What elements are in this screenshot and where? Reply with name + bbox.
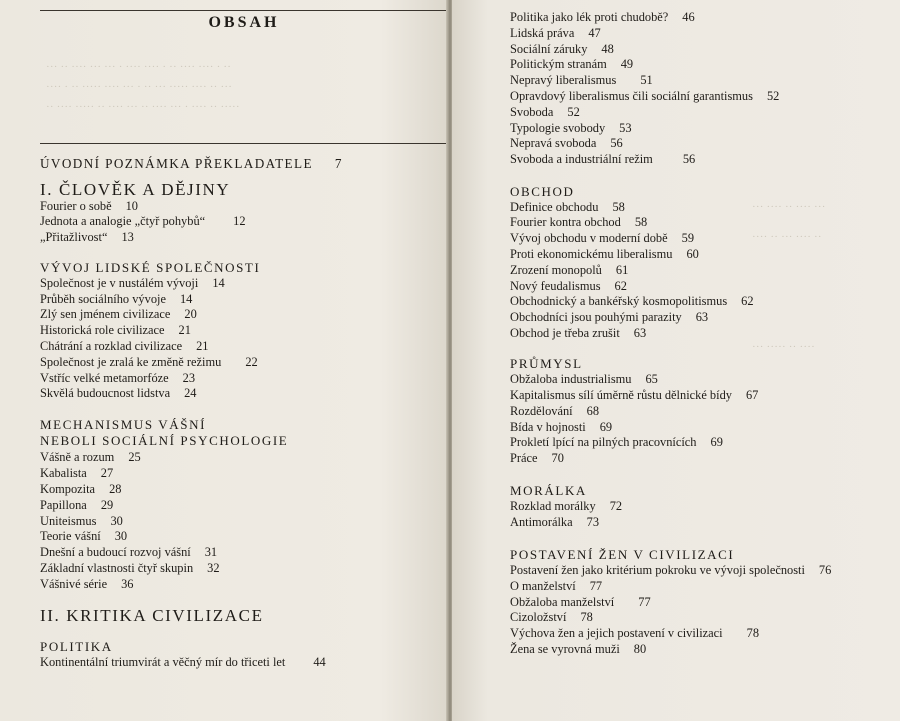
toc-label: Jednota a analogie „čtyř pohybů“ xyxy=(40,214,206,228)
left-page xyxy=(0,0,448,721)
section-heading-moralka: MORÁLKA xyxy=(510,483,587,498)
toc-entry xyxy=(510,499,622,514)
toc-entry xyxy=(510,626,759,641)
right-page xyxy=(452,0,900,721)
toc-page: 70 xyxy=(551,451,564,465)
toc-label: Dnešní a budoucí rozvoj vášní xyxy=(40,545,191,559)
toc-label: Fourier kontra obchod xyxy=(510,215,621,229)
toc-page: 20 xyxy=(184,307,197,321)
toc-page: 23 xyxy=(182,371,196,385)
toc-label: Skvělá budoucnost lidstva xyxy=(40,386,171,400)
toc-page: 67 xyxy=(745,388,759,402)
toc-label: Prokletí lpící na pilných pracovnících xyxy=(510,435,697,449)
section-heading-obchod: OBCHOD xyxy=(510,184,575,199)
toc-page: 51 xyxy=(640,73,653,87)
toc-page: 69 xyxy=(599,420,613,434)
toc-page: 10 xyxy=(125,199,138,213)
toc-label: Postavení žen jako kritérium pokroku ve vývoji společnosti xyxy=(510,563,805,577)
toc-entry xyxy=(40,529,127,544)
toc-label: Žena se vyrovná muži xyxy=(510,642,620,656)
toc-label: Výchova žen a jejich postavení v civilizaci xyxy=(510,626,723,640)
toc-page: 52 xyxy=(567,105,580,119)
toc-page: 78 xyxy=(580,610,593,624)
toc-label: Průběh sociálního vývoje xyxy=(40,292,166,306)
toc-entry xyxy=(510,105,580,120)
toc-label: Vášnivé série xyxy=(40,577,108,591)
toc-label: Typologie svobody xyxy=(510,121,606,135)
bleed-through-text: ··· ·· ···· ··· ··· · ···· ···· · ·· ···· ···· · ·· xyxy=(46,61,232,73)
toc-entry xyxy=(40,482,121,497)
section-heading-prumysl: PRŮMYSL xyxy=(510,356,583,371)
toc-page: 62 xyxy=(614,279,627,293)
bleed-through-text: ···· · ·· ····· ···· ··· · ·· ··· ····· ···· ·· ··· xyxy=(46,81,233,93)
toc-page: 80 xyxy=(633,642,647,656)
toc-page: 7 xyxy=(334,156,343,171)
toc-page: 58 xyxy=(612,200,625,214)
toc-entry xyxy=(510,57,633,72)
toc-entry xyxy=(510,26,601,41)
toc-label: Obchod je třeba zrušit xyxy=(510,326,620,340)
toc-entry xyxy=(40,339,208,354)
toc-label: Zrození monopolů xyxy=(510,263,602,277)
toc-entry xyxy=(510,610,593,625)
toc-label: Kapitalismus sílí úměrně růstu dělnické bídy xyxy=(510,388,732,402)
toc-entry xyxy=(40,230,134,245)
toc-label: Nový feudalismus xyxy=(510,279,601,293)
toc-page: 60 xyxy=(686,247,699,261)
toc-label: Historická role civilizace xyxy=(40,323,165,337)
toc-page: 68 xyxy=(586,404,600,418)
toc-label: Uniteismus xyxy=(40,514,97,528)
toc-label: Obchodníci jsou pouhými parazity xyxy=(510,310,682,324)
toc-entry xyxy=(510,579,602,594)
toc-page: 77 xyxy=(589,579,603,593)
toc-label: „Přitažlivost“ xyxy=(40,230,108,244)
bleed-through-text: ·· ···· ····· ·· ···· ··· ·· ···· ··· · ···· ·· ····· xyxy=(46,101,240,113)
toc-label: Politika jako lék proti chudobě? xyxy=(510,10,669,24)
toc-label: Lidská práva xyxy=(510,26,575,40)
toc-page: 46 xyxy=(682,10,695,24)
toc-page: 25 xyxy=(128,450,141,464)
toc-entry xyxy=(40,371,195,386)
toc-label: Rozdělování xyxy=(510,404,573,418)
toc-entry xyxy=(510,231,694,246)
toc-entry xyxy=(40,323,191,338)
toc-label: Vývoj obchodu v moderní době xyxy=(510,231,668,245)
toc-page: 30 xyxy=(114,529,128,543)
toc-label: Definice obchodu xyxy=(510,200,599,214)
toc-entry xyxy=(510,451,564,466)
toc-label: Obžaloba industrialismu xyxy=(510,372,632,386)
toc-label: Fourier o sobě xyxy=(40,199,112,213)
part-heading-2: II. KRITIKA CIVILIZACE xyxy=(40,606,264,625)
toc-entry xyxy=(40,561,220,576)
toc-label: Politickým stranám xyxy=(510,57,607,71)
toc-label: Vstříc velké metamorfóze xyxy=(40,371,169,385)
toc-entry xyxy=(40,307,197,322)
toc-page: 47 xyxy=(588,26,601,40)
toc-entry xyxy=(40,655,326,670)
section-subheading-psychologie: NEBOLI SOCIÁLNÍ PSYCHOLOGIE xyxy=(40,433,289,448)
toc-entry xyxy=(40,199,138,214)
toc-entry xyxy=(510,42,614,57)
part-heading-1: I. ČLOVĚK A DĚJINY xyxy=(40,180,231,199)
toc-label: Bída v hojnosti xyxy=(510,420,586,434)
toc-entry xyxy=(510,89,779,104)
toc-page: 31 xyxy=(204,545,218,559)
toc-page: 56 xyxy=(610,136,623,150)
toc-page: 53 xyxy=(619,121,632,135)
toc-entry xyxy=(510,10,695,25)
toc-label: Společnost je zralá ke změně režimu xyxy=(40,355,222,369)
toc-label: O manželství xyxy=(510,579,576,593)
toc-label: Sociální záruky xyxy=(510,42,588,56)
toc-entry xyxy=(510,642,646,657)
toc-label: ÚVODNÍ POZNÁMKA PŘEKLADATELE xyxy=(40,156,313,171)
toc-page: 13 xyxy=(121,230,134,244)
toc-page: 59 xyxy=(681,231,695,245)
toc-entry xyxy=(510,388,758,403)
toc-page: 30 xyxy=(110,514,123,528)
toc-entry xyxy=(40,498,113,513)
bleed-through-text: ··· ····· ·· ···· xyxy=(752,341,815,353)
toc-entry xyxy=(40,386,196,401)
toc-label: Obžaloba manželství xyxy=(510,595,615,609)
toc-label: Proti ekonomickému liberalismu xyxy=(510,247,673,261)
toc-page: 36 xyxy=(121,577,134,591)
toc-entry xyxy=(40,450,141,465)
toc-entry-intro xyxy=(40,156,343,171)
toc-entry xyxy=(510,215,647,230)
toc-page: 63 xyxy=(633,326,647,340)
toc-page: 29 xyxy=(100,498,114,512)
toc-page: 52 xyxy=(766,89,780,103)
toc-page: 72 xyxy=(609,499,623,513)
toc-label: Papillona xyxy=(40,498,87,512)
toc-label: Opravdový liberalismus čili sociální garantismus xyxy=(510,89,753,103)
toc-label: Cizoložství xyxy=(510,610,567,624)
toc-label: Chátrání a rozklad civilizace xyxy=(40,339,183,353)
toc-entry xyxy=(510,294,754,309)
toc-page: 69 xyxy=(710,435,723,449)
toc-page: 56 xyxy=(682,152,696,166)
toc-page: 63 xyxy=(695,310,709,324)
section-heading-zeny: POSTAVENÍ ŽEN V CIVILIZACI xyxy=(510,547,735,562)
toc-label: Obchodnický a bankéřský kosmopolitismus xyxy=(510,294,728,308)
toc-label: Kontinentální triumvirát a věčný mír do třiceti let xyxy=(40,655,286,669)
toc-page: 58 xyxy=(634,215,648,229)
toc-entry xyxy=(40,214,246,229)
toc-entry xyxy=(510,121,632,136)
toc-label: Nepravý liberalismus xyxy=(510,73,617,87)
toc-page: 14 xyxy=(212,276,225,290)
toc-page: 32 xyxy=(207,561,220,575)
toc-page: 27 xyxy=(100,466,114,480)
toc-page: 62 xyxy=(741,294,754,308)
toc-page: 21 xyxy=(178,323,191,337)
toc-page: 61 xyxy=(615,263,629,277)
bleed-through-text: ···· ·· ··· ···· ·· xyxy=(752,231,822,243)
section-heading-mechanismus: MECHANISMUS VÁŠNÍ xyxy=(40,417,207,432)
toc-entry xyxy=(510,404,599,419)
toc-label: Kabalista xyxy=(40,466,87,480)
toc-page: 24 xyxy=(184,386,197,400)
toc-page: 48 xyxy=(601,42,614,56)
toc-label: Vášně a rozum xyxy=(40,450,115,464)
toc-label: Svoboda xyxy=(510,105,554,119)
toc-label: Práce xyxy=(510,451,538,465)
toc-label: Teorie vášní xyxy=(40,529,101,543)
section-heading-politika: POLITIKA xyxy=(40,639,113,654)
toc-entry xyxy=(510,515,599,530)
toc-entry xyxy=(510,279,627,294)
toc-page: 49 xyxy=(620,57,634,71)
toc-entry xyxy=(40,545,217,560)
toc-entry xyxy=(510,263,628,278)
toc-label: Nepravá svoboda xyxy=(510,136,597,150)
section-rule xyxy=(40,143,448,144)
toc-entry xyxy=(510,420,612,435)
toc-entry xyxy=(40,577,133,592)
toc-page: 73 xyxy=(586,515,600,529)
toc-entry xyxy=(510,247,699,262)
toc-label: Společnost je v nustálém vývoji xyxy=(40,276,199,290)
toc-label: Zlý sen jménem civilizace xyxy=(40,307,171,321)
toc-entry xyxy=(510,152,695,167)
toc-label: Kompozita xyxy=(40,482,96,496)
toc-page: 12 xyxy=(233,214,246,228)
bleed-through-text: ··· ···· ·· ···· ··· xyxy=(752,201,826,213)
toc-page: 21 xyxy=(196,339,209,353)
toc-entry xyxy=(40,276,225,291)
toc-page: 22 xyxy=(245,355,258,369)
toc-entry xyxy=(40,514,123,529)
toc-entry xyxy=(510,372,658,387)
toc-page: 44 xyxy=(313,655,326,669)
toc-entry xyxy=(40,292,192,307)
toc-label: Rozklad morálky xyxy=(510,499,596,513)
toc-label: Antimorálka xyxy=(510,515,573,529)
toc-page: 28 xyxy=(109,482,122,496)
page-title: OBSAH xyxy=(208,14,280,31)
toc-page: 78 xyxy=(746,626,760,640)
toc-entry xyxy=(510,136,623,151)
toc-page: 76 xyxy=(818,563,832,577)
top-rule xyxy=(40,10,448,11)
toc-entry xyxy=(510,326,646,341)
toc-entry xyxy=(510,563,831,578)
toc-page: 14 xyxy=(179,292,193,306)
toc-entry xyxy=(40,355,258,370)
toc-entry xyxy=(510,73,653,88)
toc-entry xyxy=(510,200,625,215)
toc-entry xyxy=(510,310,708,325)
toc-entry xyxy=(510,595,651,610)
toc-label: Svoboda a industriální režim xyxy=(510,152,653,166)
toc-entry xyxy=(40,466,113,481)
toc-entry xyxy=(510,435,723,450)
toc-page: 65 xyxy=(645,372,658,386)
section-heading-vyvoj: VÝVOJ LIDSKÉ SPOLEČNOSTI xyxy=(40,260,261,275)
toc-label: Základní vlastnosti čtyř skupin xyxy=(40,561,194,575)
toc-page: 77 xyxy=(638,595,651,609)
